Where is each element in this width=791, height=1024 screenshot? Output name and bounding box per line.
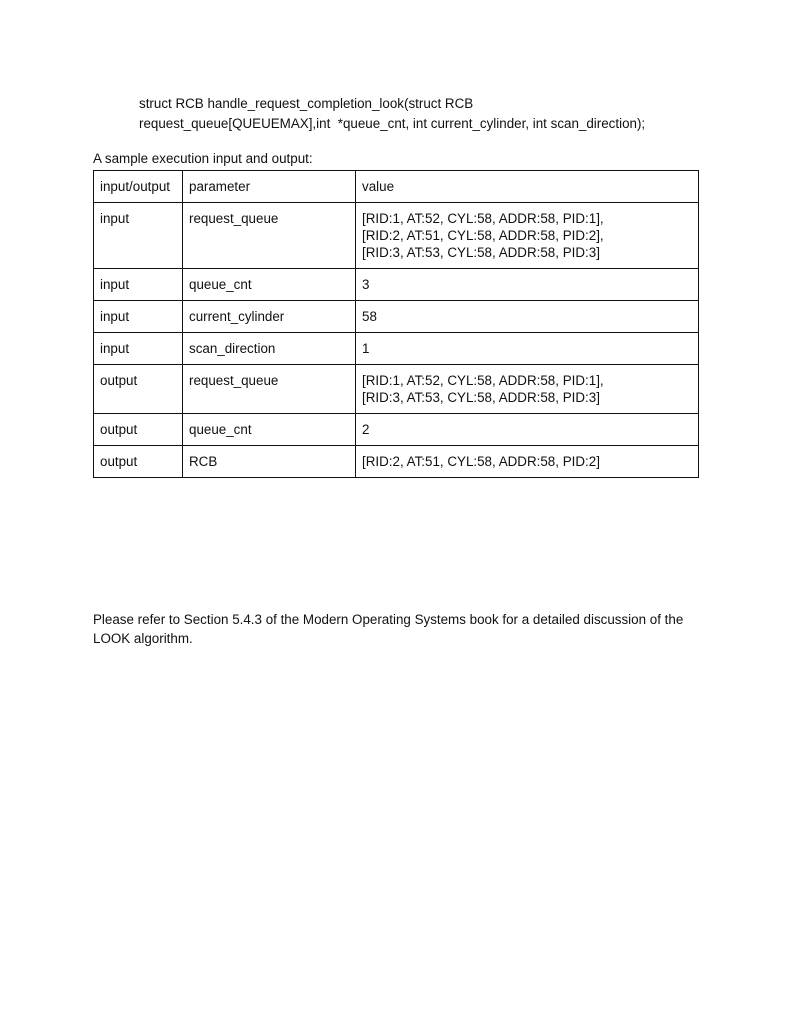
function-signature bbox=[139, 94, 645, 134]
signature-line-1: struct RCB handle_request_completion_look(struct RCB bbox=[139, 96, 474, 111]
sample-io-table bbox=[93, 170, 699, 478]
header-input-output: input/output bbox=[94, 171, 183, 203]
table-row bbox=[94, 414, 699, 446]
value-cell bbox=[356, 446, 699, 478]
parameter-cell: current_cylinder bbox=[183, 301, 356, 333]
table-row bbox=[94, 203, 699, 269]
table-row bbox=[94, 365, 699, 414]
value-cell bbox=[356, 333, 699, 365]
value-cell bbox=[356, 269, 699, 301]
io-cell: output bbox=[94, 446, 183, 478]
parameter-cell: request_queue bbox=[183, 203, 356, 269]
value-line: 3 bbox=[362, 277, 370, 292]
value-line: [RID:1, AT:52, CYL:58, ADDR:58, PID:1], bbox=[362, 373, 604, 388]
table-row bbox=[94, 446, 699, 478]
parameter-cell: request_queue bbox=[183, 365, 356, 414]
table-caption: A sample execution input and output: bbox=[93, 151, 313, 166]
io-cell: output bbox=[94, 414, 183, 446]
value-line: [RID:2, AT:51, CYL:58, ADDR:58, PID:2], bbox=[362, 228, 604, 243]
header-value: value bbox=[356, 171, 699, 203]
io-cell: input bbox=[94, 301, 183, 333]
io-cell: input bbox=[94, 333, 183, 365]
signature-line-2: request_queue[QUEUEMAX],int *queue_cnt, int current_cylinder, int scan_direction); bbox=[139, 116, 646, 131]
table-row bbox=[94, 333, 699, 365]
header-parameter: parameter bbox=[183, 171, 356, 203]
value-line: [RID:1, AT:52, CYL:58, ADDR:58, PID:1], bbox=[362, 211, 604, 226]
value-line: [RID:2, AT:51, CYL:58, ADDR:58, PID:2] bbox=[362, 454, 600, 469]
io-cell: input bbox=[94, 269, 183, 301]
value-line: [RID:3, AT:53, CYL:58, ADDR:58, PID:3] bbox=[362, 245, 600, 260]
value-cell bbox=[356, 414, 699, 446]
value-cell bbox=[356, 203, 699, 269]
table-row bbox=[94, 301, 699, 333]
parameter-cell: queue_cnt bbox=[183, 269, 356, 301]
value-line: 1 bbox=[362, 341, 370, 356]
parameter-cell: RCB bbox=[183, 446, 356, 478]
io-cell: input bbox=[94, 203, 183, 269]
value-line: 58 bbox=[362, 309, 377, 324]
parameter-cell: scan_direction bbox=[183, 333, 356, 365]
value-cell bbox=[356, 301, 699, 333]
table-row bbox=[94, 269, 699, 301]
table-header-row bbox=[94, 171, 699, 203]
reference-note: Please refer to Section 5.4.3 of the Modern Operating Systems book for a detailed discussion of the LOOK algorithm. bbox=[93, 612, 684, 646]
io-cell: output bbox=[94, 365, 183, 414]
value-cell bbox=[356, 365, 699, 414]
value-line: [RID:3, AT:53, CYL:58, ADDR:58, PID:3] bbox=[362, 390, 600, 405]
value-line: 2 bbox=[362, 422, 370, 437]
parameter-cell: queue_cnt bbox=[183, 414, 356, 446]
